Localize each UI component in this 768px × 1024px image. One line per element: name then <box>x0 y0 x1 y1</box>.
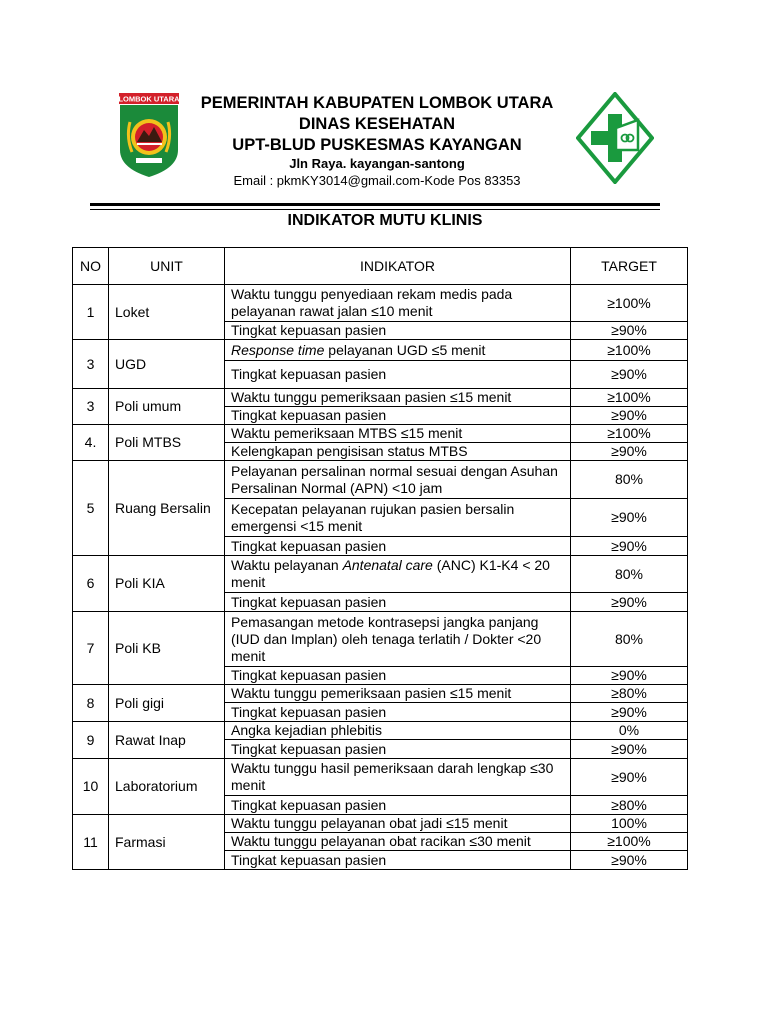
puskesmas-name: UPT-BLUD PUSKESMAS KAYANGAN <box>232 136 522 154</box>
indicator-post-text: pelayanan UGD ≤5 menit <box>324 341 486 358</box>
target-value: ≥90% <box>571 407 688 425</box>
indicator-post-text: Waktu tunggu pelayanan obat jadi ≤15 menit <box>231 815 508 831</box>
unit-name: Farmasi <box>109 815 225 870</box>
row-number: 5 <box>73 461 109 556</box>
indicator-text <box>225 612 571 667</box>
indicator-text <box>225 593 571 612</box>
document-title: INDIKATOR MUTU KLINIS <box>287 212 483 229</box>
indicator-post-text: Tingkat kepuasan pasien <box>231 703 387 720</box>
target-value: 100% <box>571 815 688 833</box>
unit-name: Poli KB <box>109 612 225 685</box>
unit-name: Ruang Bersalin <box>109 461 225 556</box>
indicator-post-text: Angka kejadian phlebitis <box>231 722 382 738</box>
table-row <box>73 461 688 499</box>
target-value: ≥90% <box>571 851 688 870</box>
indicator-text <box>225 537 571 556</box>
unit-name: Poli umum <box>109 389 225 425</box>
indicator-text <box>225 425 571 443</box>
indicator-post-text: Kelengkapan pengisisan status MTBS <box>231 443 468 459</box>
target-value: ≥90% <box>571 759 688 796</box>
row-number: 1 <box>73 285 109 340</box>
indicator-post-text: Waktu pemeriksaan MTBS ≤15 menit <box>231 425 463 441</box>
row-number: 7 <box>73 612 109 685</box>
indicator-post-text: Tingkat kepuasan pasien <box>231 667 387 683</box>
indicator-text <box>225 722 571 740</box>
table-row <box>73 285 688 322</box>
indicator-table <box>72 247 688 870</box>
indicator-text <box>225 407 571 425</box>
indicator-text <box>225 443 571 461</box>
target-value: 80% <box>571 556 688 593</box>
target-value: ≥80% <box>571 685 688 703</box>
target-value: 0% <box>571 722 688 740</box>
indicator-text <box>225 499 571 537</box>
indicator-text <box>225 833 571 851</box>
table-row <box>73 389 688 407</box>
indicator-italic-text: Antenatal care <box>342 557 433 573</box>
indicator-text <box>225 361 571 389</box>
unit-name: Loket <box>109 285 225 340</box>
indicator-text <box>225 759 571 796</box>
indicator-text <box>225 703 571 722</box>
indicator-italic-text: Response time <box>231 341 325 358</box>
indicator-post-text: Tingkat kepuasan pasien <box>231 366 387 382</box>
indicator-text <box>225 685 571 703</box>
row-number: 8 <box>73 685 109 722</box>
indicator-text <box>225 556 571 593</box>
header-indikator: INDIKATOR <box>225 248 571 285</box>
header-divider <box>90 203 660 206</box>
target-value: ≥90% <box>571 322 688 340</box>
puskesmas-emblem-icon <box>576 92 654 184</box>
indicator-post-text: Waktu tunggu pemeriksaan pasien ≤15 menit <box>231 389 512 405</box>
table-row <box>73 685 688 703</box>
table-header-row <box>73 248 688 285</box>
header-unit: UNIT <box>109 248 225 285</box>
indicator-post-text: Tingkat kepuasan pasien <box>231 796 387 813</box>
header-no: NO <box>73 248 109 285</box>
indicator-text <box>225 667 571 685</box>
table-row <box>73 759 688 796</box>
lombok-utara-emblem-icon <box>118 92 180 178</box>
indicator-post-text: Tingkat kepuasan pasien <box>231 322 387 338</box>
indicator-post-text: Tingkat kepuasan pasien <box>231 740 387 757</box>
indicator-text <box>225 285 571 322</box>
target-value: ≥90% <box>571 703 688 722</box>
indicator-post-text: Waktu tunggu hasil pemeriksaan darah lengkap ≤30 menit <box>231 760 554 793</box>
target-value: ≥90% <box>571 443 688 461</box>
table-row <box>73 340 688 361</box>
indicator-text <box>225 796 571 815</box>
indicator-post-text: Tingkat kepuasan pasien <box>231 537 387 554</box>
emblem-label: LOMBOK UTARA <box>118 94 180 104</box>
indicator-post-text: Tingkat kepuasan pasien <box>231 593 387 610</box>
row-number: 4. <box>73 425 109 461</box>
table-row <box>73 612 688 667</box>
target-value: ≥100% <box>571 340 688 361</box>
unit-name: Poli gigi <box>109 685 225 722</box>
table-row <box>73 722 688 740</box>
contact-info: Email : pkmKY3014@gmail.com-Kode Pos 83353 <box>233 173 521 188</box>
target-value: ≥90% <box>571 361 688 389</box>
indicator-post-text: (ANC) K1-K4 < 20 menit <box>231 557 550 590</box>
target-value: ≥90% <box>571 593 688 612</box>
target-value: ≥90% <box>571 740 688 759</box>
row-number: 10 <box>73 759 109 815</box>
indicator-post-text: Waktu tunggu penyediaan rekam medis pada pelayanan rawat jalan ≤10 menit <box>231 286 513 319</box>
indicator-text <box>225 389 571 407</box>
target-value: ≥80% <box>571 796 688 815</box>
header-target: TARGET <box>571 248 688 285</box>
target-value: 80% <box>571 612 688 667</box>
table-row <box>73 556 688 593</box>
indicator-text <box>225 322 571 340</box>
table-row <box>73 425 688 443</box>
unit-name: Rawat Inap <box>109 722 225 759</box>
indicator-text <box>225 851 571 870</box>
indicator-post-text: Pelayanan persalinan normal sesuai dengan Asuhan Persalinan Normal (APN) <10 jam <box>231 462 558 496</box>
row-number: 6 <box>73 556 109 612</box>
department-name: DINAS KESEHATAN <box>298 115 456 133</box>
indicator-text <box>225 740 571 759</box>
row-number: 3 <box>73 389 109 425</box>
header-divider-thin <box>90 209 660 210</box>
target-value: 80% <box>571 461 688 499</box>
row-number: 3 <box>73 340 109 389</box>
indicator-post-text: Waktu tunggu pelayanan obat racikan ≤30 menit <box>231 833 531 849</box>
indicator-text <box>225 461 571 499</box>
unit-name: Poli KIA <box>109 556 225 612</box>
target-value: ≥90% <box>571 667 688 685</box>
target-value: ≥90% <box>571 499 688 537</box>
table-row <box>73 815 688 833</box>
unit-name: Poli MTBS <box>109 425 225 461</box>
target-value: ≥100% <box>571 833 688 851</box>
indicator-post-text: Kecepatan pelayanan rujukan pasien bersalin emergensi <15 menit <box>231 500 515 534</box>
indicator-post-text: Pemasangan metode kontrasepsi jangka panjang (IUD dan Implan) oleh tenaga terlatih / Dokter <20 menit <box>231 613 542 664</box>
indicator-post-text: Waktu tunggu pemeriksaan pasien ≤15 menit <box>231 685 512 701</box>
letterhead <box>0 0 768 200</box>
government-name: PEMERINTAH KABUPATEN LOMBOK UTARA <box>200 94 554 112</box>
address: Jln Raya. kayangan-santong <box>289 156 465 171</box>
indicator-post-text: Tingkat kepuasan pasien <box>231 407 387 423</box>
row-number: 9 <box>73 722 109 759</box>
unit-name: UGD <box>109 340 225 389</box>
indicator-post-text: Tingkat kepuasan pasien <box>231 851 387 868</box>
row-number: 11 <box>73 815 109 870</box>
target-value: ≥100% <box>571 285 688 322</box>
target-value: ≥100% <box>571 389 688 407</box>
target-value: ≥100% <box>571 425 688 443</box>
unit-name: Laboratorium <box>109 759 225 815</box>
indicator-text <box>225 815 571 833</box>
indicator-pre-text: Waktu pelayanan <box>231 557 343 573</box>
indicator-text <box>225 340 571 361</box>
target-value: ≥90% <box>571 537 688 556</box>
